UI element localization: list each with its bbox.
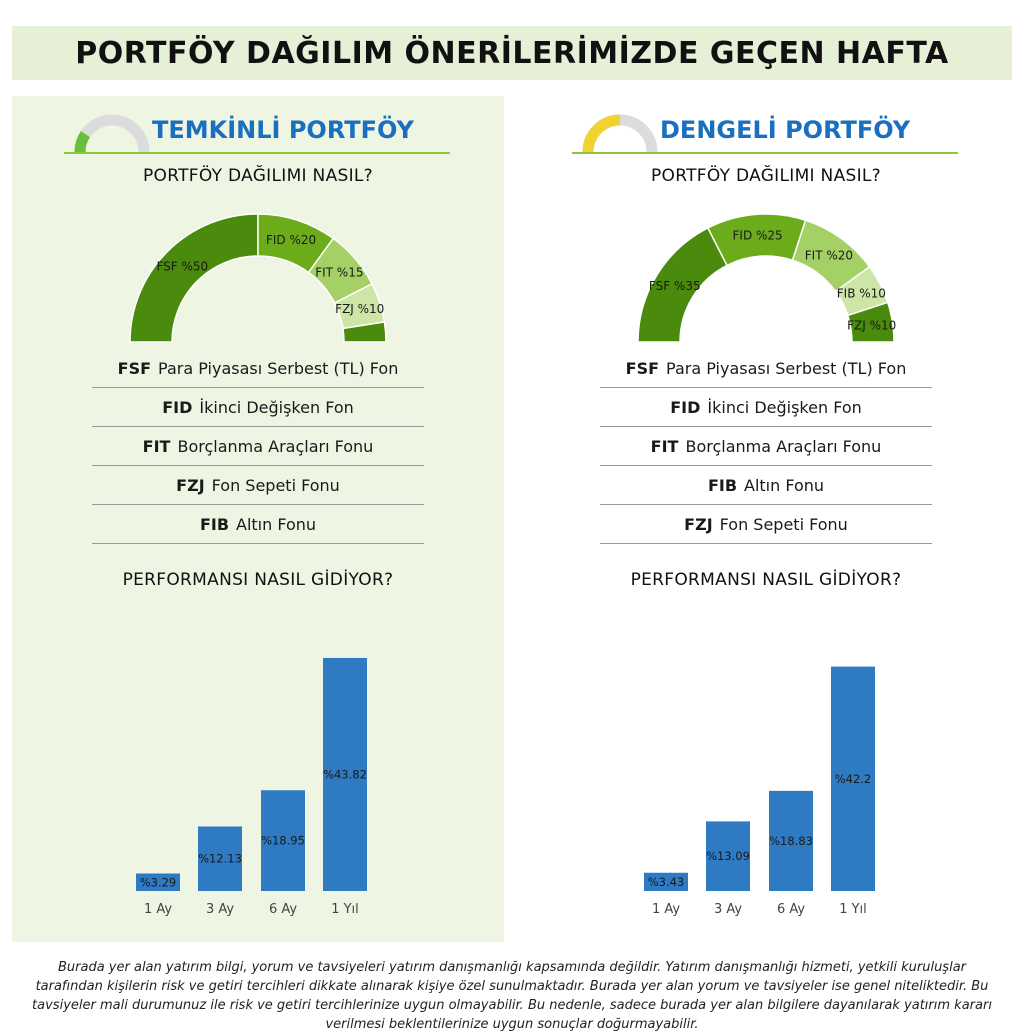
disclaimer-text: Burada yer alan yatırım bilgi, yorum ve tavsiyeleri yatırım danışmanlığı kapsamında değildir. Yatırım danışmanlığı hizmeti, yetkili kuruluşlar tarafından kişilerin risk ve getiri tercihleri dikkate alınarak kişiye özel sunulmaktadır. Burada yer alan yorum ve tavsiyeler ise genel niteliktedir. Bu tavsiyeler mali durumunuz ile risk ve getiri tercihlerinize uygun olmayabilir. Bu nedenle, sadece burada yer alan bilgilere dayanılarak yatırım kararı verilmesi beklentilerinize uygun sonuçlar doğurmayabilir. [32,960,992,1032]
slice-label: FSF %50 [156,259,209,274]
title-underline [64,152,450,154]
bar-value-label: %3.29 [139,875,177,890]
title-underline [572,152,958,154]
legend-row [92,427,424,466]
legend-row [92,349,424,388]
legend-row [92,505,424,544]
slice-label: FZJ %10 [335,301,385,316]
fund-name: Fon Sepeti Fonu [211,475,340,495]
fund-code: FID [670,397,701,417]
fund-code: FIT [142,436,171,456]
x-tick-label: 3 Ay [713,902,743,917]
slice-label: FIT %20 [804,248,854,263]
legend-row [92,388,424,427]
bar-value-label: %12.13 [198,851,242,866]
slice-label: FID %25 [732,228,783,243]
slice-label: FZJ %10 [847,318,897,333]
fund-code: FIB [199,514,230,534]
performance-heading: PERFORMANSI NASIL GİDİYOR? [630,570,902,590]
slice-label: FIT %15 [315,265,364,280]
fund-code: FSF [625,358,660,378]
bar-value-label: %18.83 [769,833,813,848]
panel-title: TEMKİNLİ PORTFÖY [152,116,414,144]
bar-value-label: %42.2 [834,771,872,786]
fund-name: Borçlanma Araçları Fonu [685,436,882,456]
balanced-portfolio-panel [520,96,1012,942]
performance-bar-chart [12,636,504,936]
x-tick-label: 1 Ay [143,902,173,917]
allocation-heading: PORTFÖY DAĞILIMI NASIL? [142,166,374,186]
x-tick-label: 6 Ay [776,902,806,917]
fund-name: İkinci Değişken Fon [199,397,354,417]
fund-code: FZJ [684,514,713,534]
fund-name: Para Piyasası Serbest (TL) Fon [158,358,399,378]
fund-code: FIT [650,436,679,456]
bar-value-label: %43.82 [323,767,367,782]
legend-row [600,388,932,427]
performance-heading: PERFORMANSI NASIL GİDİYOR? [122,570,394,590]
x-tick-label: 1 Ay [651,902,681,917]
fund-code: FIB [707,475,738,495]
bar-value-label: %13.09 [706,849,750,864]
fund-name: Borçlanma Araçları Fonu [177,436,374,456]
bar-value-label: %3.43 [647,874,685,889]
page-header [12,26,1012,80]
fund-code: FSF [117,358,152,378]
fund-name: Para Piyasası Serbest (TL) Fon [666,358,907,378]
x-tick-label: 1 Yıl [839,902,867,917]
slice-label: FSF %35 [648,279,701,294]
legend-row [600,427,932,466]
legend-row [600,505,932,544]
legend-row [92,466,424,505]
slice-label: FIB %10 [836,286,886,301]
x-tick-label: 6 Ay [268,902,298,917]
allocation-half-donut-chart [12,192,504,352]
x-tick-label: 1 Yıl [331,902,359,917]
fund-name: Fon Sepeti Fonu [719,514,848,534]
allocation-half-donut-chart [520,192,1012,352]
fund-code: FZJ [176,475,205,495]
bar-value-label: %18.95 [261,833,305,848]
page-title: PORTFÖY DAĞILIM ÖNERİLERİMİZDE GEÇEN HAFTA [75,35,949,71]
conservative-portfolio-panel [12,96,504,942]
slice-label: FID %20 [265,233,317,248]
fund-name: Altın Fonu [236,514,317,534]
x-tick-label: 3 Ay [205,902,235,917]
legend-row [600,466,932,505]
performance-bar-chart [520,636,1012,936]
fund-legend [92,349,424,544]
panel-title: DENGELİ PORTFÖY [660,116,911,144]
fund-code: FID [162,397,193,417]
allocation-heading: PORTFÖY DAĞILIMI NASIL? [650,166,882,186]
fund-name: Altın Fonu [744,475,825,495]
fund-name: İkinci Değişken Fon [707,397,862,417]
fund-legend [600,349,932,544]
donut-slice [130,214,258,342]
legend-row [600,349,932,388]
